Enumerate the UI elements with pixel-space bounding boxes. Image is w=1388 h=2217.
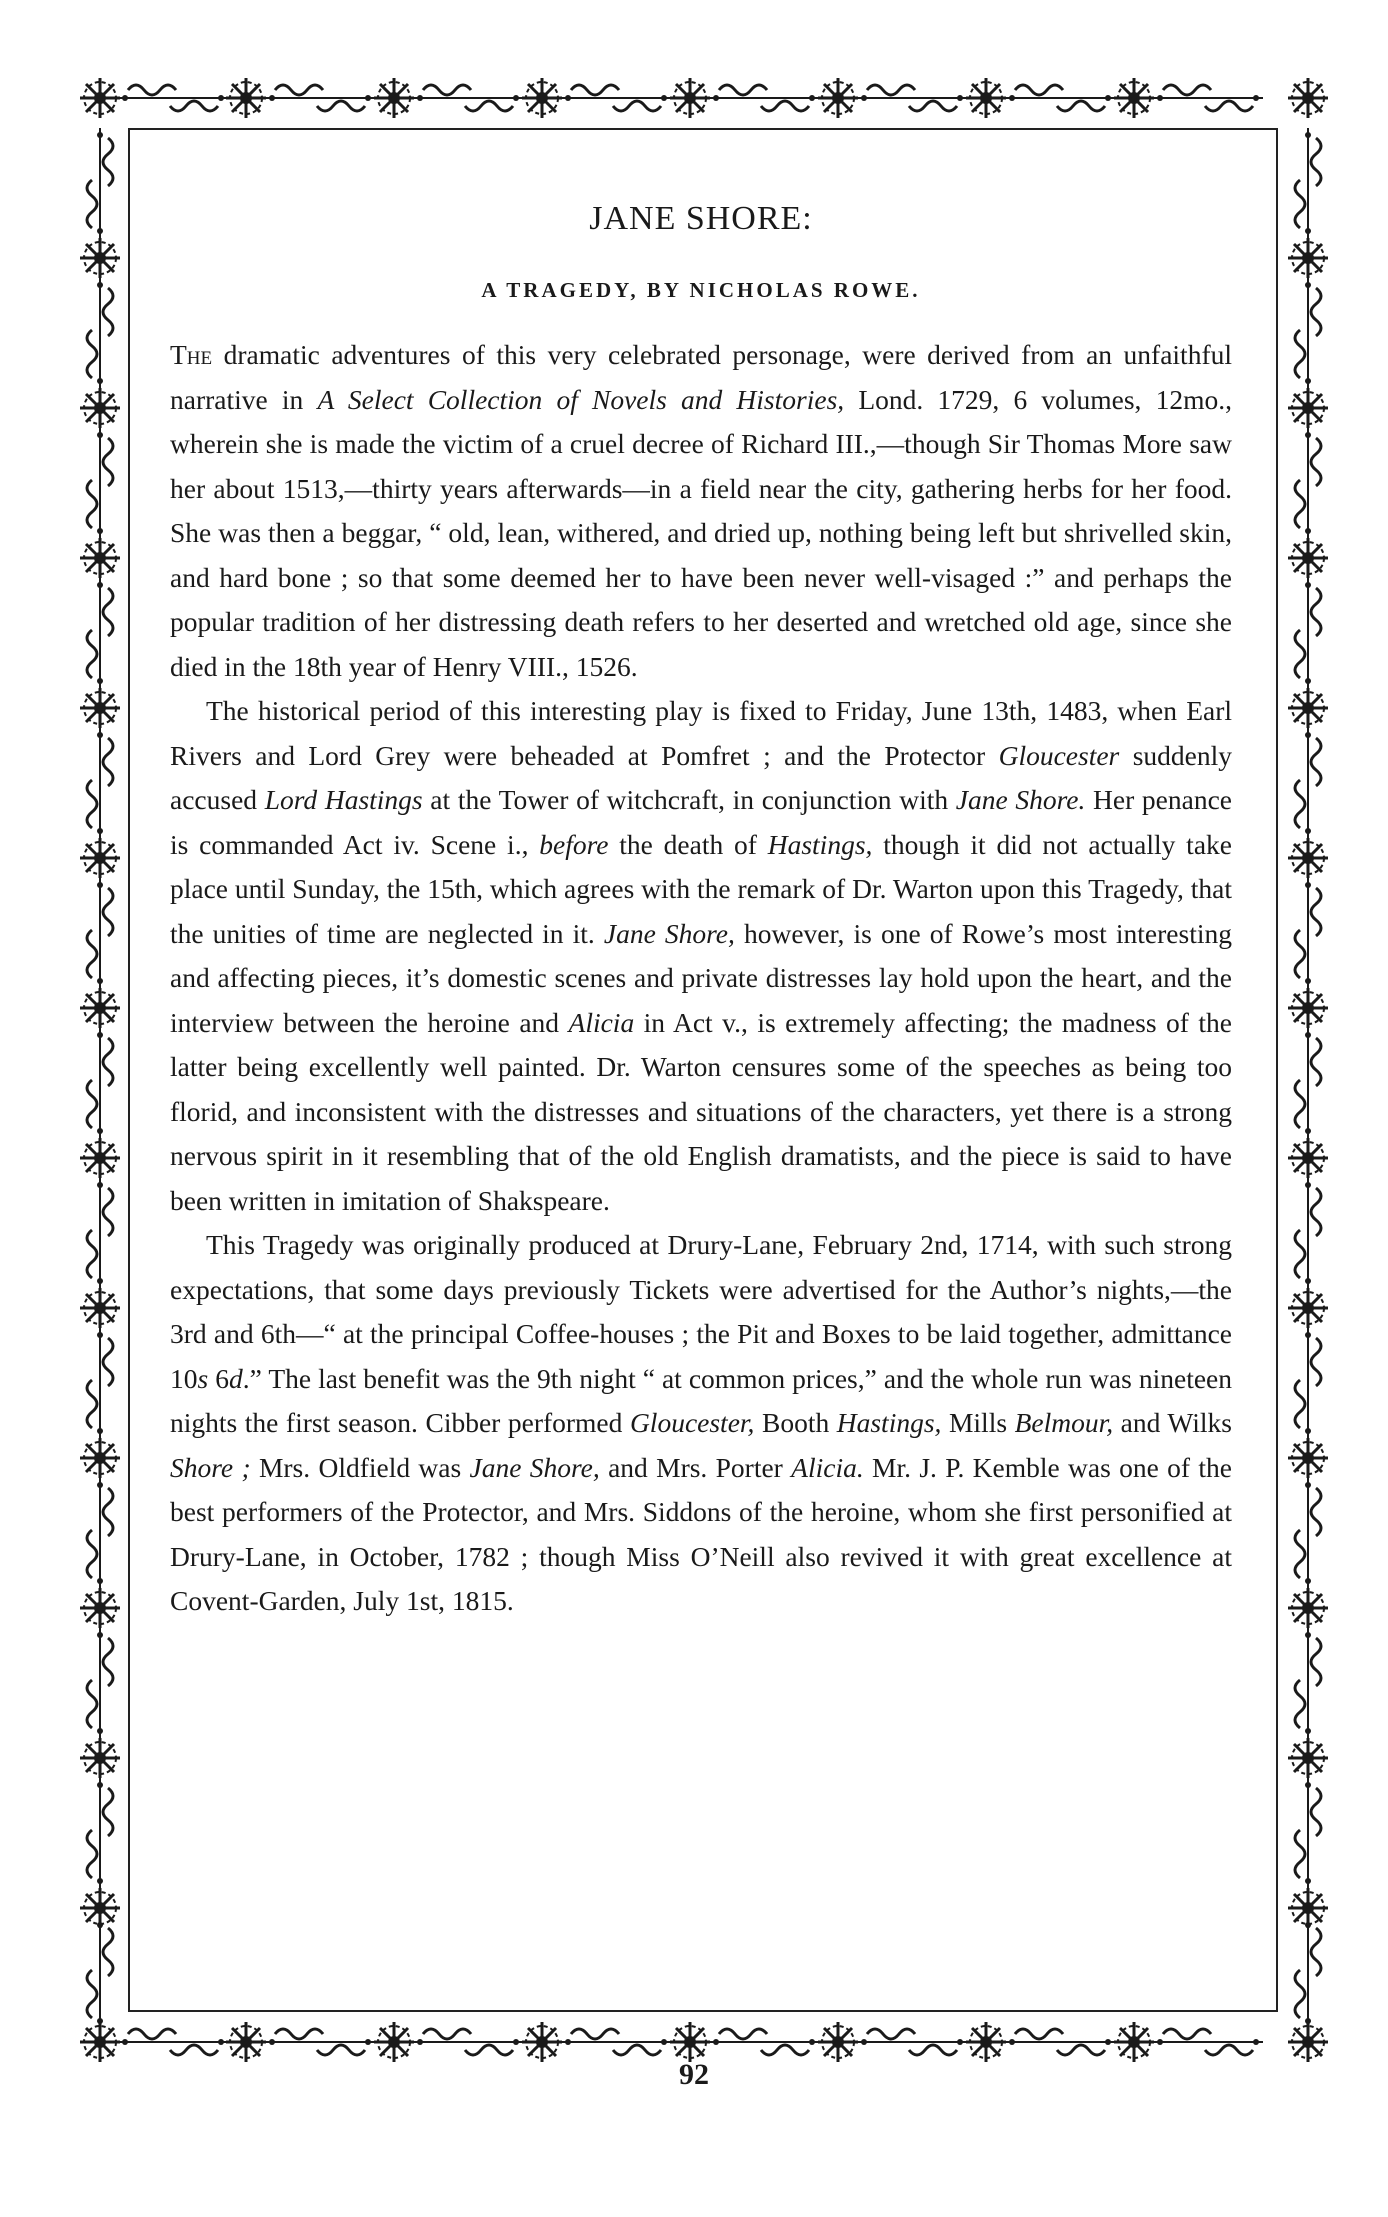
text-run: dramatic adventures of this very celebrated personage, were derived from an unfaithful narrative in bbox=[170, 339, 1232, 415]
text-run: 6 bbox=[208, 1362, 229, 1394]
text-run: Alicia bbox=[568, 1006, 635, 1038]
text-run: Gloucester bbox=[998, 739, 1120, 771]
text-run: Mr. J. P. Kemble was one of the best performers of the Protector, and Mrs. Siddons of the heroine, whom she first personified at Drury-Lane, in October, 1782 ; though Miss O’Neill also revived it with great excellence at Covent-Garden, July 1st, 1815. bbox=[170, 1451, 1232, 1616]
text-run: the death of bbox=[608, 828, 768, 860]
text-run: Booth bbox=[754, 1407, 837, 1438]
text-run: in Act v., is extremely affecting; the madness of the latter being excellently well painted. Dr. Warton censures some of the speeches as being too florid, and inconsistent with the distresses and situations of the characters, yet there is a strong nervous spirit in it resembling that of the old English dramatists, and the piece is said to have been written in imitation of Shakspeare. bbox=[170, 1006, 1232, 1216]
text-run: at the Tower of witchcraft, in conjunction with bbox=[422, 784, 956, 815]
paragraph-2 bbox=[170, 689, 1232, 1223]
text-run: Gloucester, bbox=[629, 1407, 755, 1438]
text-run: however, is one of Rowe’s most interesting and affecting pieces, it’s domestic scenes and private distresses lay hold upon the heart, and the interview between the heroine and bbox=[170, 917, 1232, 1038]
text-run: Her penance is commanded Act iv. Scene i., bbox=[170, 784, 1232, 860]
text-run: This Tragedy was originally produced at Drury-Lane, February 2nd, 1714, with such strong expectations, that some days previously Tickets were advertised for the Author’s nights,—the 3rd and 6th—“ at the principal Coffee-houses ; the Pit and Boxes to be laid together, admittance 10 bbox=[170, 1229, 1232, 1394]
paragraph-1 bbox=[170, 333, 1232, 689]
text-run: Belmour, bbox=[1014, 1407, 1114, 1438]
text-run: Lord Hastings bbox=[264, 784, 423, 815]
ornamental-border-right bbox=[1278, 68, 1338, 2072]
text-run: and Wilks bbox=[1113, 1407, 1232, 1438]
text-run: Alicia. bbox=[791, 1451, 864, 1483]
text-run: s bbox=[197, 1362, 209, 1394]
text-block bbox=[170, 200, 1232, 1624]
text-run: Hastings, bbox=[767, 828, 873, 860]
text-run: Jane Shore. bbox=[955, 784, 1086, 815]
page-number: 92 bbox=[679, 2058, 709, 2091]
text-run: Jane Shore, bbox=[603, 917, 735, 949]
page-title: JANE SHORE: bbox=[589, 200, 813, 237]
text-run: Hastings, bbox=[836, 1407, 942, 1438]
text-run: Lond. 1729, 6 volumes, 12mo., wherein she is made the victim of a cruel decree of Richard III.,—though Sir Thomas More saw her about 1513,—thirty years afterwards—in a field near the city, gathering herbs for her food. She was then a beggar, “ old, lean, withered, and dried up, nothing being left but shrivelled skin, and hard bone ; so that some deemed her to have been never well-visaged :” and perhaps the popular tradition of her distressing death refers to her deserted and wretched old age, since she died in the 18th year of Henry VIII., 1526. bbox=[170, 383, 1232, 682]
text-run: suddenly accused bbox=[170, 739, 1232, 815]
text-run: d bbox=[228, 1362, 243, 1394]
text-run: Mills bbox=[941, 1407, 1015, 1438]
text-run: Mrs. Oldfield was bbox=[250, 1451, 470, 1483]
text-run: though it did not actually take place until Sunday, the 15th, which agrees with the remark of Dr. Warton upon this Tragedy, that the unities of time are neglected in it. bbox=[170, 828, 1232, 949]
subtitle: A TRAGEDY, BY NICHOLAS ROWE. bbox=[481, 278, 921, 302]
ornamental-border-top bbox=[70, 68, 1338, 128]
text-run: The historical period of this interesting play is fixed to Friday, June 13th, 1483, when Earl Rivers and Lord Grey were beheaded at Pomfret ; and the Protector bbox=[170, 695, 1232, 771]
text-run: Shore ; bbox=[170, 1451, 251, 1483]
text-run: The bbox=[170, 339, 213, 370]
text-run: before bbox=[539, 828, 609, 860]
paragraph-3 bbox=[170, 1223, 1232, 1624]
border-top-ornaments bbox=[70, 68, 1338, 128]
text-run: .” The last benefit was the 9th night “ at common prices,” and the whole run was nineteen nights the first season. Cibber performed bbox=[170, 1362, 1232, 1438]
text-run: and Mrs. Porter bbox=[599, 1451, 792, 1483]
border-left-ornaments bbox=[70, 68, 130, 2072]
text-run: A Select Collection of Novels and Histories, bbox=[317, 383, 845, 415]
ornamental-border-left bbox=[70, 68, 130, 2072]
border-right-ornaments bbox=[1278, 68, 1338, 2072]
text-run: Jane Shore, bbox=[469, 1451, 600, 1483]
